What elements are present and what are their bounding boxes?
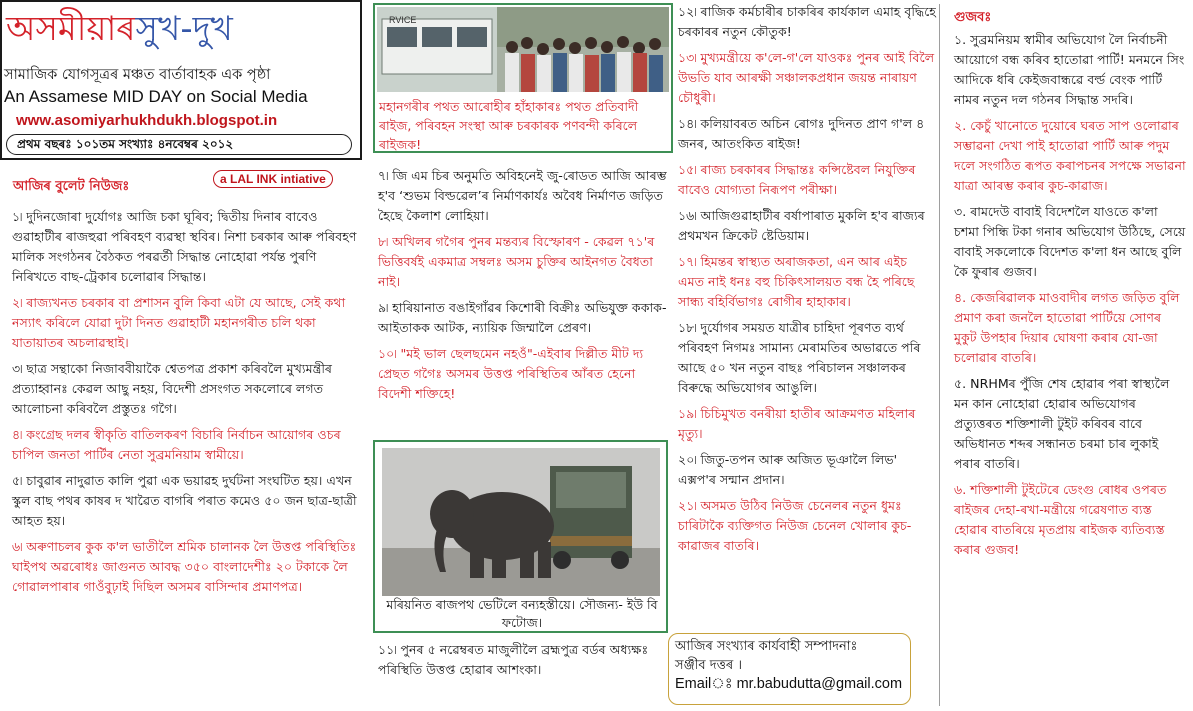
rumour-item: ৪. কেজৰিৱালক মাওবাদীৰ লগত জড়িত বুলি প্ৰমাণ কৰা জনলৈ হাতোৱা পাৰ্টিয়ে সোণৰ মুকুট উপহাৰ দিয়াৰ ঘোষণা কৰাৰ যো-জা চলোৱাৰ বাতৰি। xyxy=(954,290,1180,365)
news-item-text: ১১৷ পুনৰ ৫ নৱেম্বৰত মাজুলীলৈ ব্ৰহ্মপুত্ৰ বৰ্ডৰ অধ্যক্ষঃ পৰিস্থিতি উত্তপ্ত হোৱাৰ আশংকা। xyxy=(378,642,649,677)
news-item: ১৫৷ ৰাজ্য চৰকাৰৰ সিদ্ধান্তঃ কন্সিষ্টেবল নিযুক্তিৰ বাবেও যোগ্যতা নিৰূপণ পৰীক্ষা। xyxy=(678,162,916,197)
news-item: ৪৷ কংগ্ৰেছ দলৰ স্বীকৃতি বাতিলকৰণ বিচাৰি নিৰ্বাচন আয়োগৰ ওচৰ চাপিল জনতা পাৰ্টিৰ নেতা সুব্ৰমনিয়াম স্বামীয়ে। xyxy=(12,427,341,462)
news-item: ৯৷ হাৰিয়ানাত বঙাইগাঁৱৰ কিশোৰী বিক্ৰীঃ অভিযুক্ত ককাক-আইতাকক আটক, ন্যায়িক জিম্মালৈ প্ৰেৰণ। xyxy=(378,300,667,335)
news-item: ১৪৷ কলিয়াবৰত অচিন ৰোগঃ দুদিনত প্ৰাণ গ'ল ৪ জনৰ, আতংকিত ৰাইজ! xyxy=(678,116,925,151)
rally-photo-frame xyxy=(373,3,673,153)
masthead-title xyxy=(6,10,233,48)
lal-ink-badge: a LAL INK intiative xyxy=(213,170,333,188)
news-item: ১৩৷ মুখ্যমন্ত্ৰীয়ে ক'লে-গ'লে যাওকঃ পুনৰ আই বিলৈ উভতি যাব আৰক্ষী সঞ্চালকপ্ৰধান জয়ন্ত নাৰায়ণ চৌধুৰী। xyxy=(678,50,935,105)
news-item-11 xyxy=(378,640,668,686)
elephant-photo-caption: মৰিয়নিত ৰাজপথ ভেটিলে বন্যহস্তীয়ে। সৌজন্য- ইউ বি ফটোজ। xyxy=(386,597,658,630)
news-column-3 xyxy=(678,2,936,562)
news-item: ১০৷ "মই ভাল ছেলছমেন নহওঁ"-এইবাৰ দিল্লীত মীট দ্য প্ৰেছত গগৈঃ অসমৰ উত্তপ্ত পৰিস্থিতিৰ আঁৰত হেনো বিদেশী শক্তিহে! xyxy=(378,346,644,401)
news-item: ১৯৷ চিচিমুখত বনৰীয়া হাতীৰ আক্ৰমণত মহিলাৰ মৃত্যু। xyxy=(678,406,916,441)
rumours-heading: গুজবঃ xyxy=(954,10,992,25)
svg-text:RVICE: RVICE xyxy=(389,15,417,25)
elephant-photo-illustration xyxy=(382,448,660,596)
elephant-photo xyxy=(382,448,660,596)
rumour-item: ৩. ৰামদেউ বাবাই বিদেশলৈ যাওতে ক'লা চশমা পিন্ধি টকা গনাৰ অভিযোগ উঠিছে, সেয়ে বাবাই সকলোকে বিদেশত ক'লা ধন আছে বুলি কৈ ফুৰাৰ গুজব। xyxy=(954,204,1186,279)
bullet-news-heading: আজিৰ বুলেট নিউজঃ xyxy=(13,179,130,194)
news-item: ২০৷ জিতু-তপন আৰু অজিত ভূঞালৈ লিভ' এক্সপ'ৰ সন্মান প্ৰদান। xyxy=(678,452,898,487)
rumours-column xyxy=(954,30,1186,566)
rally-photo-illustration xyxy=(377,7,669,92)
news-item: ৭৷ জি এম চিৰ অনুমতি অবিহনেই জু-ৰোডত আজি আৰম্ভ হ'ব ‘শুভম বিল্ডৱেল’ৰ নিৰ্মাণকাৰ্যঃ অবৈধ নিৰ্মাণত জড়িত হৈছে কৈলাশ লোহিয়া। xyxy=(378,168,667,223)
elephant-photo-frame xyxy=(373,440,668,633)
issue-number-badge: প্ৰথম বছৰঃ ১০১তম সংখ্যাঃ ৪নবেম্বৰ ২০১২ xyxy=(6,134,352,155)
rumour-item: ৫. NRHMৰ পুঁজি শেষ হোৱাৰ পৰা স্বাস্থ্যলৈ মন কান নোহোৱা হোৱাৰ অভিযোগৰ প্ৰত্যুত্তৰত শক্তিশালী টুইট কৰিবৰ বাবে অভিধানত শব্দৰ সন্ধানত চৰমা চাৰ লুকাই পৰাৰ বাতৰি। xyxy=(954,376,1170,471)
column-divider xyxy=(939,4,940,706)
editor-email-link[interactable]: Emailঃ mr.babudutta@gmail.com xyxy=(675,676,903,692)
news-item: ২৷ ৰাজ্যখনত চৰকাৰ বা প্ৰশাসন বুলি কিবা এটা যে আছে, সেই কথা নস্যাৎ কৰিলে যোৱা দুটা দিনত গুৱাহাটী মহানগৰীত চলি থকা যাতায়াতৰ অচলাৱস্থাই। xyxy=(12,295,346,350)
news-item: ১৭৷ হিমন্তৰ স্বাস্থ্যত অৰাজকতা, এন আৰ এইচ এমত নাই ধনঃ বহু চিকিৎসালয়ত বন্ধ হৈ পৰিছে সান্ধ্য বহিৰ্বিভাগঃ ৰোগীৰ হাহাকাৰ। xyxy=(678,254,915,309)
news-item: ১২৷ ৰাজিক কৰ্মচাৰীৰ চাকৰিৰ কাৰ্যকাল এমাহ বৃদ্ধিহে চৰকাৰৰ নতুন কৌতুক! xyxy=(678,4,936,39)
title-part1: অসমীয়াৰ xyxy=(6,9,136,49)
title-part2: সুখ-দুখ xyxy=(135,9,233,49)
news-item: ১৮৷ দুৰ্যোগৰ সময়ত যাত্ৰীৰ চাহিদা পূৰণত ব্যৰ্থ পৰিবহণ নিগমঃ সামান্য মেৰামতিৰ অভাৱতে পৰি আছে ৫০ খন নতুন বাছঃ পৰিচালন সঞ্চালকৰ বিৰুদ্ধে অভিযোগৰ আঙুলি। xyxy=(678,320,921,395)
editor-label: আজিৰ সংখ্যাৰ কাৰ্যবাহী সম্পাদনাঃ xyxy=(675,639,858,654)
news-item: ১৷ দুদিনজোৰা দুৰ্যোগঃ আজি চকা ঘূৰিব; দ্বিতীয় দিনাৰ বাবেও গুৱাহাটীৰ ৰাজহুৱা পৰিবহণ ব্যৱস্থা স্থবিৰ। নিশা চৰকাৰ আৰু পৰিবহণ মালিক সংগঠনৰ বৈঠকত পৰৱৰ্তী সিদ্ধান্ত নোহোৱা পৰ্যন্ত পুৰণি নিৰিখতে বাছ-ট্ৰেকাৰ চলোৱাৰ সিদ্ধান্ত। xyxy=(12,209,357,284)
rally-photo xyxy=(377,7,669,92)
news-item: ৫৷ চাবুৱাৰ নাদুৱাত কালি পুৱা এক ভয়াৱহ দুৰ্ঘটনা সংঘটিত হয়। এখন স্কুল বাছ পথৰ কাষৰ দ খাৱৈত বাগৰি পৰাত কমেও ৫০ জন ছাত্ৰ-ছাত্ৰী আহত হয়। xyxy=(12,473,357,528)
news-item: ৮৷ অখিলৰ গগৈৰ পুনৰ মন্তব্যৰ বিস্ফোৰণ - কেৱল ৭১'ৰ ভিত্তিবৰ্ষই একমাত্ৰ সম্বলঃ অসম চুক্তিৰ আইনগত বৈধতা নাই। xyxy=(378,234,655,289)
masthead-subtitle-en: An Assamese MID DAY on Social Media xyxy=(4,87,308,106)
news-item: ৩৷ ছাত্ৰ সন্থাকো নিজাববীয়াকৈ শ্বেতপত্ৰ প্ৰকাশ কৰিবলৈ মুখ্যমন্ত্ৰীৰ প্ৰত্যাহ্বানঃ কেৱল আছু নহয়, বিদেশী প্ৰসংগত সকলোৰে লগত আলোচনা কৰিবলৈ প্ৰস্তুতঃ গগৈ। xyxy=(12,361,333,416)
rumour-item: ২. কেচুঁ খানোতে দুয়োৰে ঘৰত সাপ ওলোৱাৰ সম্ভাৱনা দেখা পাই হাতোৱা পাৰ্টি আৰু পদুম দলে সংগঠিত ৰূপত কৰাপচনৰ সপক্ষে সভাৱনা যাত্ৰা আৰম্ভ কৰাৰ কুচ-কাৱাজ। xyxy=(954,118,1186,193)
news-item: ৬৷ অৰুণাচলৰ কুক ক'ল ভাতীলৈ শ্ৰমিক চালানক লৈ উত্তপ্ত পৰিস্থিতিঃ ঘাইপথ অৱৰোধঃ জাগুনত আবদ্ধ ৩৫০ বাংলাদেশীঃ ২০ টকাকে লৈ গোৱালপাৰাৰ গাওঁবুঢ়াই দিছিল অসমৰ বাসিন্দাৰ প্ৰমাণপত্ৰ। xyxy=(12,539,357,594)
rally-photo-caption: মহানগৰীৰ পথত আৰোহীৰ হাঁহাকাৰঃ পথত প্ৰতিবাদী ৰাইজ, পৰিবহন সংস্থা আৰু চৰকাৰক পণবন্দী কৰিলে ৰাইজক! xyxy=(379,99,639,152)
editor-credit-box xyxy=(668,633,911,705)
rumour-item: ৬. শক্তিশালী টুইটেৰে ডেংগু ৰোধৰ ওপৰত ৰাইজৰ দেহা-ৰখা-মন্ত্ৰীয়ে গৱেষণাত ব্যস্ত হোৱাৰ বাতৰিয়ে মৃতপ্ৰায় ৰাইজক ব্যতিব্যস্ত কৰাৰ গুজব! xyxy=(954,482,1167,557)
news-column-2 xyxy=(378,166,670,410)
blog-url-link[interactable]: www.asomiyarhukhdukh.blogspot.in xyxy=(16,112,278,129)
news-column-1 xyxy=(12,207,364,603)
masthead xyxy=(0,0,362,160)
news-item: ১৬৷ আজিগুৱাহাটীৰ বৰ্ষাপাৰাত মুকলি হ'ব ৰাজ্যৰ প্ৰথমখন ক্ৰিকেট ষ্টেডিয়াম। xyxy=(678,208,925,243)
news-item: ২১৷ অসমত উঠিব নিউজ চেনেলৰ নতুন ধুমঃ চাৰিটাকৈ ব্যক্তিগত নিউজ চেনেল খোলাৰ কুচ-কাৱাজৰ বাতৰি। xyxy=(678,498,912,553)
rumour-item: ১. সুব্ৰমনিয়ম স্বামীৰ অভিযোগ লৈ নিৰ্বাচনী আয়োগে বন্ধ কৰিব হাতোৱা পাৰ্টি! মনমনে সিং আদিকে ধৰি কেইজবান্ধৱে বৰ্ল্ড বেংক পাৰ্টি নামৰ নতুন দল গঠনৰ সিদ্ধান্ত সদৰি। xyxy=(954,32,1185,107)
masthead-subtitle-bn: সামাজিক যোগসূত্ৰৰ মঞ্চত বাৰ্তাবাহক এক পৃষ্ঠা xyxy=(4,67,271,83)
editor-name: সঞ্জীব দত্তৰ । xyxy=(675,658,743,673)
